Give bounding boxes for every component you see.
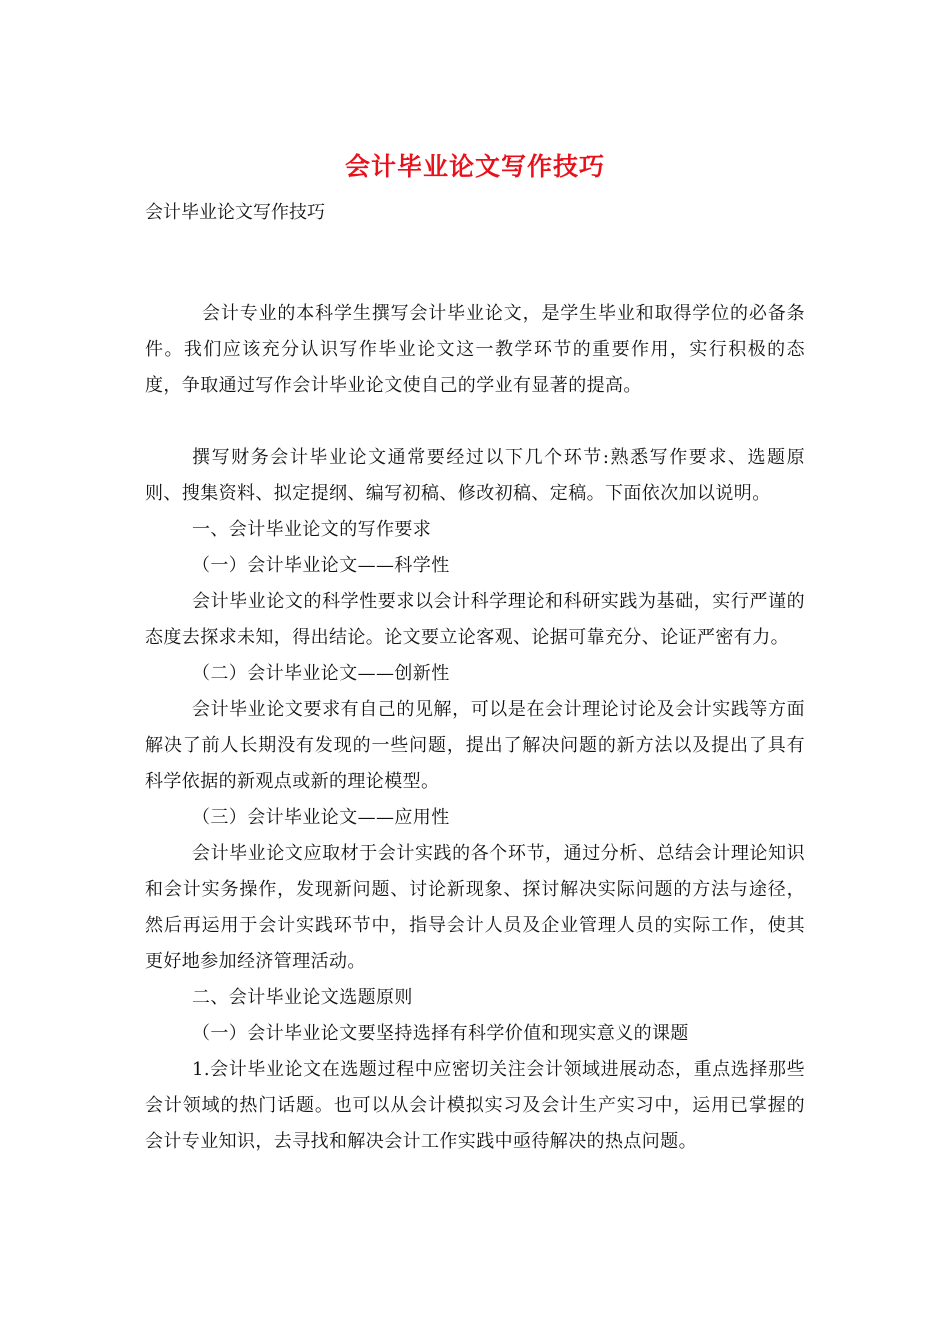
intro-paragraph: 撰写财务会计毕业论文通常要经过以下几个环节:熟悉写作要求、选题原则、搜集资料、拟定提纲、编写初稿、修改初稿、定稿。下面依次加以说明。 [145, 447, 805, 504]
lead-section [145, 296, 805, 404]
subheading-valuable-topic: （一）会计毕业论文要坚持选择有科学价值和现实意义的课题 [192, 1023, 689, 1044]
paragraph-scientific: 会计毕业论文的科学性要求以会计科学理论和科研实践为基础，实行严谨的态度去探求未知，得出结论。论文要立论客观、论据可靠充分、论证严密有力。 [145, 591, 805, 648]
subheading-applied: （三）会计毕业论文——应用性 [192, 807, 450, 828]
subheading-scientific: （一）会计毕业论文——科学性 [192, 555, 450, 576]
document-title: 会计毕业论文写作技巧 [344, 152, 605, 181]
section-heading-topic-principles: 二、会计毕业论文选题原则 [192, 987, 413, 1008]
document-subtitle: 会计毕业论文写作技巧 [145, 202, 325, 223]
lead-paragraph: 会计专业的本科学生撰写会计毕业论文，是学生毕业和取得学位的必备条件。我们应该充分认识写作毕业论文这一教学环节的重要作用，实行积极的态度，争取通过写作会计毕业论文使自己的学业有显著的提高。 [145, 303, 805, 396]
paragraph-innovative: 会计毕业论文要求有自己的见解，可以是在会计理论讨论及会计实践等方面解决了前人长期没有发现的一些问题，提出了解决问题的新方法以及提出了具有科学依据的新观点或新的理论模型。 [145, 699, 805, 792]
section-heading-writing-requirements: 一、会计毕业论文的写作要求 [192, 519, 432, 540]
body-section [145, 440, 805, 1160]
paragraph-applied: 会计毕业论文应取材于会计实践的各个环节，通过分析、总结会计理论知识和会计实务操作，发现新问题、讨论新现象、探讨解决实际问题的方法与途径，然后再运用于会计实践环节中，指导会计人员及企业管理人员的实际工作，使其更好地参加经济管理活动。 [145, 843, 805, 972]
subheading-innovative: （二）会计毕业论文——创新性 [192, 663, 450, 684]
paragraph-topic-selection: 1.会计毕业论文在选题过程中应密切关注会计领域进展动态，重点选择那些会计领域的热门话题。也可以从会计模拟实习及会计生产实习中，运用已掌握的会计专业知识，去寻找和解决会计工作实践中亟待解决的热点问题。 [145, 1059, 805, 1152]
